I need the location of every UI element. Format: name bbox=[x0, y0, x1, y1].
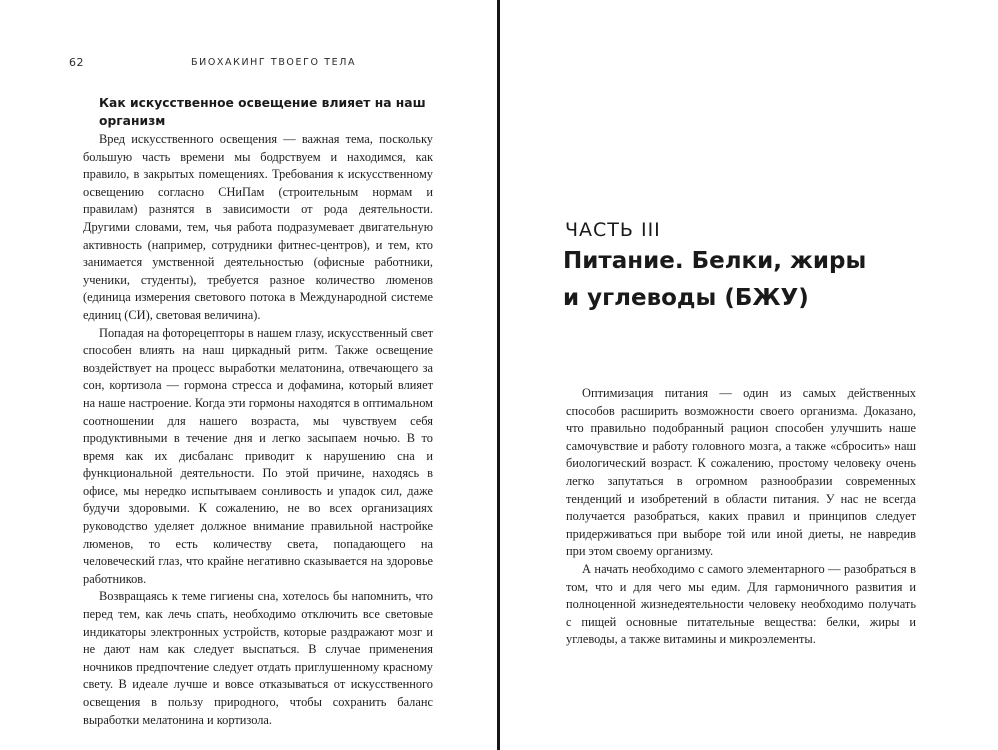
section-heading: Как искусственное освещение влияет на наш организм bbox=[99, 96, 426, 128]
paragraph: А начать необходимо с самого элементарного — разобраться в том, что и для чего мы едим. Для гармоничного развития и полноценной жизнедеятельности человеку необходимо получать с пищей основные питательные вещества: белки, жиры и углеводы, а также витамины и микроэлементы. bbox=[566, 561, 916, 647]
left-page bbox=[0, 0, 497, 750]
paragraph: Возвращаясь к теме гигиены сна, хотелось бы напомнить, что перед тем, как лечь спать, необходимо отключить все световые индикаторы электронных устройств, которые раздражают мозг и не дают нам как следует выспаться. В случае применения ночников предпочтение следует отдать приглушенному красному свету. В идеале лучше и вовсе отказываться от искусственного освещения в пользу природного, чтобы сохранить баланс выработки мелатонина и кортизола. bbox=[83, 589, 433, 727]
part-label: ЧАСТЬ III bbox=[565, 219, 661, 241]
paragraph: Вред искусственного освещения — важная тема, поскольку большую часть времени мы бодрствуем и находимся, как правило, в закрытых помещениях. Требования к искусственному освещению согласно СНиПам (строительным нормам и правилам) разнятся в зависимости от рода деятельности. Другими словами, тем, чья работа подразумевает двигательную активность (например, сотрудники фитнес-центров), и тем, кто занимается умственной деятельностью (офисные работники, ученики, студенты), требуется разное количество люменов (единица измерения светового потока в Международной системе единиц (СИ), световая величина). bbox=[83, 132, 433, 322]
part-title-line-1: Питание. Белки, жиры bbox=[563, 248, 867, 274]
part-title bbox=[563, 243, 943, 317]
right-body-text bbox=[566, 385, 916, 649]
paragraph: Попадая на фоторецепторы в нашем глазу, искусственный свет способен влиять на наш циркадный ритм. Также освещение воздействует на процесс выработки мелатонина, отвечающего за сон, кортизола — гормона стресса и дофамина, который влияет на наше настроение. Когда эти гормоны находятся в оптимальном соотношении для нашего возраста, мы чувствуем себя продуктивными в течение дня и легко засыпаем ночью. В то время как их дисбаланс приводит к нарушению сна и функциональной деятельности. По этой причине, находясь в офисе, мы нередко испытываем сонливость и упадок сил, даже будучи здоровыми. К сожалению, не во всех организациях руководство уделяет должное внимание правильной настройке люменов, то есть количеству света, попадающего на человеческий глаз, что крайне негативно сказывается на здоровье работников. bbox=[83, 325, 433, 586]
running-head: БИОХАКИНГ ТВОЕГО ТЕЛА bbox=[191, 57, 357, 68]
part-title-line-2: и углеводы (БЖУ) bbox=[563, 285, 809, 311]
paragraph: Оптимизация питания — один из самых действенных способов расширить возможности своего организма. Доказано, что правильно подобранный рацион способен улучшить наше самочувствие и работу головного мозга, а также «сбросить» наш биологический возраст. К сожалению, простому человеку очень легко запутаться в огромном разнообразии современных тенденций и изобретений в области питания. У нас не всегда получается разобраться, каких правил и принципов следует придерживаться при выборе той или иной диеты, не навредив при этом своему организму. bbox=[566, 386, 916, 559]
right-page bbox=[500, 0, 998, 750]
page-number: 62 bbox=[69, 56, 84, 69]
left-body-text bbox=[83, 131, 433, 729]
